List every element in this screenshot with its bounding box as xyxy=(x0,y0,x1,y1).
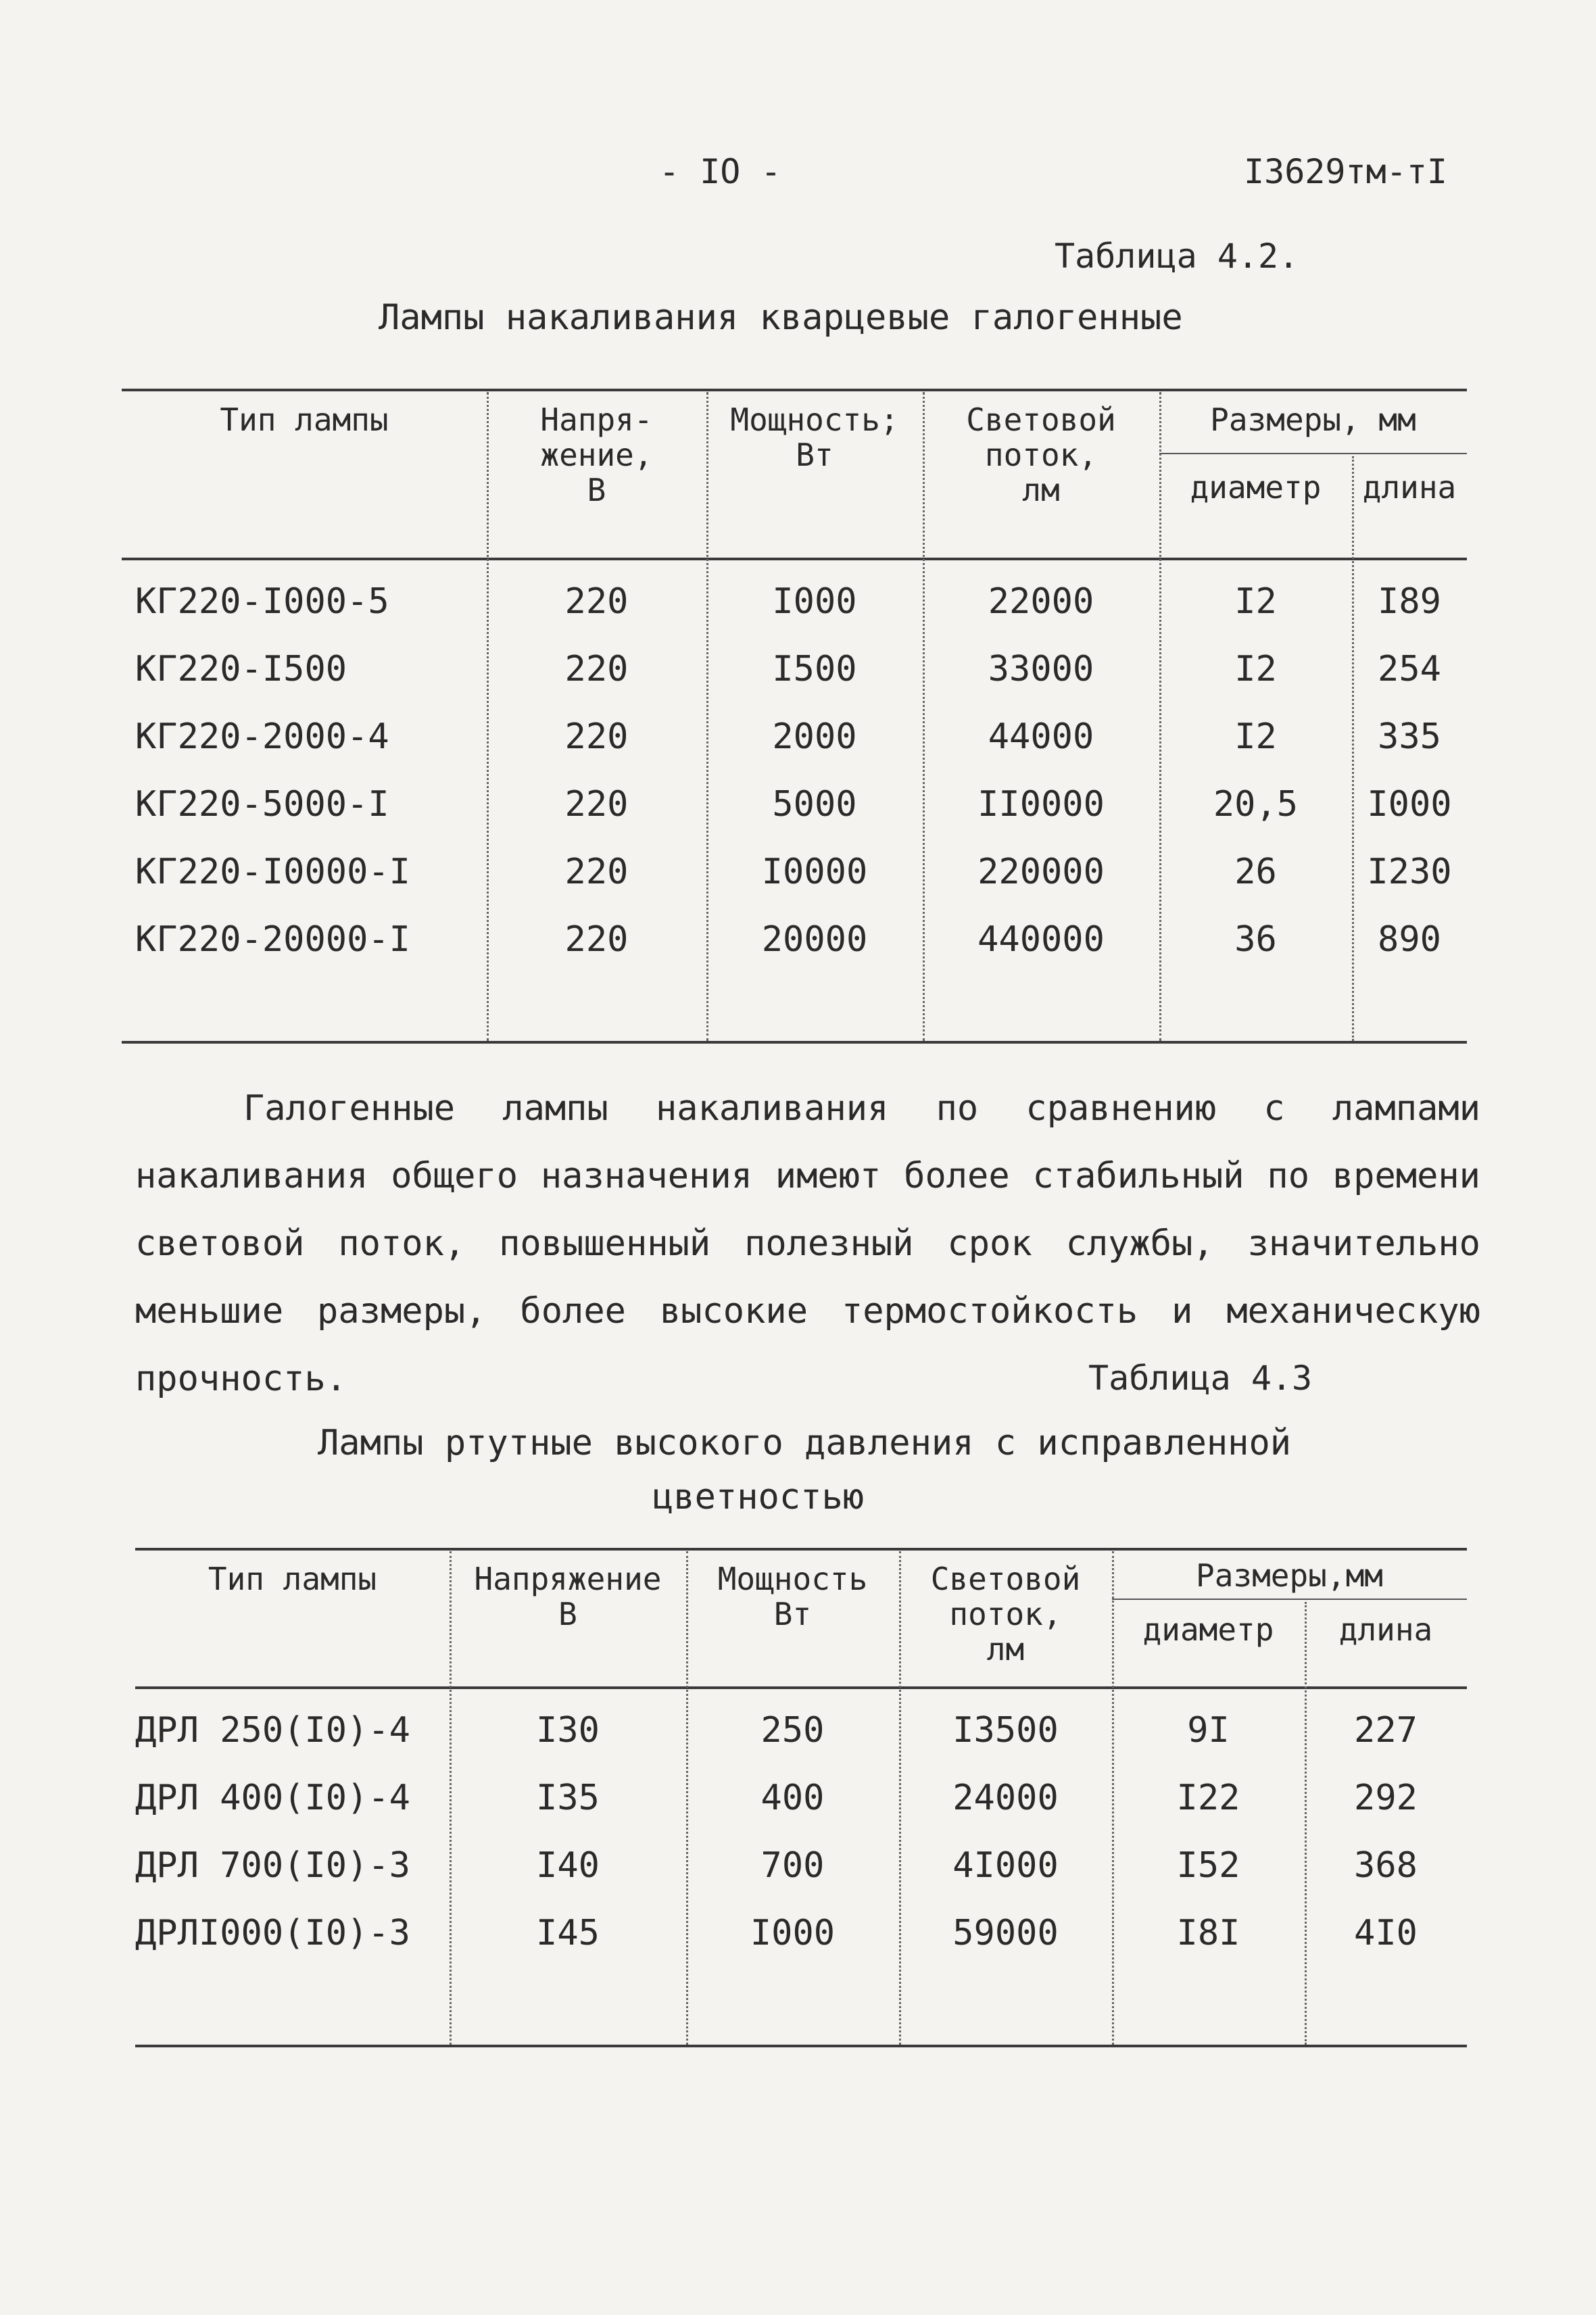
table2-bottom-rule xyxy=(135,2045,1467,2047)
table1-header-voltage: Напря- жение, В xyxy=(540,401,653,508)
table2-cell-type: ДРЛI000(I0)-3 xyxy=(135,1913,410,1953)
table1-header-rule xyxy=(122,558,1467,560)
table1-cell-diameter: 20,5 xyxy=(1213,784,1299,825)
table1-cell-type: КГ220-5000-I xyxy=(135,784,389,825)
table1-header-dims: Размеры, мм xyxy=(1210,401,1416,438)
table2-cell-length: 4I0 xyxy=(1354,1913,1418,1953)
table2-cell-flux: 59000 xyxy=(952,1913,1059,1953)
table2-cell-voltage: I45 xyxy=(536,1913,600,1953)
table2-header-dims: Размеры,мм xyxy=(1196,1557,1383,1594)
table2-cell-power: 700 xyxy=(760,1845,825,1886)
table1-cell-diameter: I2 xyxy=(1234,716,1277,757)
table2-header-rule xyxy=(135,1686,1467,1689)
table1-dims-rule xyxy=(1159,453,1467,454)
table1-cell-diameter: 36 xyxy=(1234,919,1277,960)
table1-cell-power: 2000 xyxy=(772,716,857,757)
table1-cell-type: КГ220-20000-I xyxy=(135,919,410,960)
table2-col-divider xyxy=(1305,1602,1308,2045)
table1-cell-length: 335 xyxy=(1378,716,1441,757)
table2-header-diameter: диаметр xyxy=(1142,1611,1274,1648)
table1-header-type: Тип лампы xyxy=(220,401,389,438)
table1-cell-type: КГ220-I0000-I xyxy=(135,852,410,892)
table1-bottom-rule xyxy=(122,1041,1467,1044)
table2-cell-length: 368 xyxy=(1354,1845,1418,1886)
table1-title: Лампы накаливания кварцевые галогенные xyxy=(379,297,1183,338)
table2-cell-diameter: 9I xyxy=(1187,1710,1230,1751)
table1-cell-flux: II0000 xyxy=(977,784,1105,825)
table1-cell-voltage: 220 xyxy=(564,649,629,689)
table1-cell-flux: 440000 xyxy=(977,919,1105,960)
table2-cell-voltage: I40 xyxy=(536,1845,600,1886)
table1-header-flux: Световой поток, лм xyxy=(966,401,1116,508)
table2-header-power: Мощность Вт xyxy=(717,1561,868,1632)
table1-cell-power: I000 xyxy=(772,581,857,622)
table1-cell-length: I230 xyxy=(1367,852,1452,892)
table2-cell-flux: I3500 xyxy=(952,1710,1059,1751)
table1-cell-type: КГ220-I000-5 xyxy=(135,581,389,622)
table2-cell-type: ДРЛ 700(I0)-3 xyxy=(135,1845,410,1886)
table2-cell-length: 227 xyxy=(1354,1710,1418,1751)
table1-cell-power: I0000 xyxy=(761,852,868,892)
table2-title-line1: Лампы ртутные высокого давления с исправленной xyxy=(318,1423,1292,1463)
table1-cell-voltage: 220 xyxy=(564,581,629,622)
paragraph-text: Галогенные лампы накаливания по сравнению с лампами накаливания общего назначения имеют более стабильный по времени световой поток, повышенный полезный срок службы, значительно меньшие размеры, более высокие термостойкость и механическую прочность. xyxy=(135,1088,1480,1399)
table1-cell-power: I500 xyxy=(772,649,857,689)
table1-cell-length: 254 xyxy=(1378,649,1441,689)
table2-cell-type: ДРЛ 250(I0)-4 xyxy=(135,1710,410,1751)
table1-cell-diameter: I2 xyxy=(1234,649,1277,689)
table2-cell-voltage: I35 xyxy=(536,1778,600,1818)
table2-title-line2: цветностью xyxy=(652,1477,865,1517)
table2-top-rule xyxy=(135,1548,1467,1551)
table2-header-length: длина xyxy=(1338,1611,1433,1648)
table2-cell-power: 400 xyxy=(760,1778,825,1818)
table2-cell-flux: 24000 xyxy=(952,1778,1059,1818)
table1-cell-voltage: 220 xyxy=(564,716,629,757)
table2-header-type: Тип лампы xyxy=(208,1561,377,1597)
table2-cell-voltage: I30 xyxy=(536,1710,600,1751)
table1-cell-power: 5000 xyxy=(772,784,857,825)
table1-cell-diameter: I2 xyxy=(1234,581,1277,622)
table1-header-power: Мощность; Вт xyxy=(730,401,899,473)
table1-cell-length: I000 xyxy=(1367,784,1452,825)
table1-cell-type: КГ220-2000-4 xyxy=(135,716,389,757)
table2-cell-power: I000 xyxy=(750,1913,836,1953)
table1-cell-length: 890 xyxy=(1378,919,1441,960)
table2-cell-flux: 4I000 xyxy=(952,1845,1059,1886)
document-code: I3629тм-тI xyxy=(1244,152,1448,191)
table2-header-voltage: Напряжение В xyxy=(474,1561,662,1632)
table1-cell-voltage: 220 xyxy=(564,919,629,960)
table1-cell-type: КГ220-I500 xyxy=(135,649,347,689)
table1-header-diameter: диаметр xyxy=(1190,469,1322,506)
table2-caption: Таблица 4.3 xyxy=(1088,1359,1313,1398)
table2-cell-diameter: I22 xyxy=(1176,1778,1240,1818)
table1-cell-flux: 44000 xyxy=(988,716,1094,757)
table1-cell-flux: 220000 xyxy=(977,852,1105,892)
table2-cell-diameter: I8I xyxy=(1176,1913,1240,1953)
table1-caption: Таблица 4.2. xyxy=(1055,237,1299,276)
table2-cell-power: 250 xyxy=(760,1710,825,1751)
table2-cell-diameter: I52 xyxy=(1176,1845,1240,1886)
table2-header-flux: Световой поток, лм xyxy=(930,1561,1081,1667)
page-number: - IO - xyxy=(659,152,781,191)
table1-header-length: длина xyxy=(1362,469,1457,506)
table2-dims-rule xyxy=(1112,1599,1467,1600)
table1-cell-length: I89 xyxy=(1378,581,1441,622)
table2-cell-length: 292 xyxy=(1354,1778,1418,1818)
table1-top-rule xyxy=(122,389,1467,391)
table1-cell-voltage: 220 xyxy=(564,784,629,825)
table1-cell-diameter: 26 xyxy=(1234,852,1277,892)
table1-cell-flux: 22000 xyxy=(988,581,1094,622)
table2-cell-type: ДРЛ 400(I0)-4 xyxy=(135,1778,410,1818)
table1-cell-voltage: 220 xyxy=(564,852,629,892)
table1-cell-flux: 33000 xyxy=(988,649,1094,689)
table1-cell-power: 20000 xyxy=(761,919,868,960)
